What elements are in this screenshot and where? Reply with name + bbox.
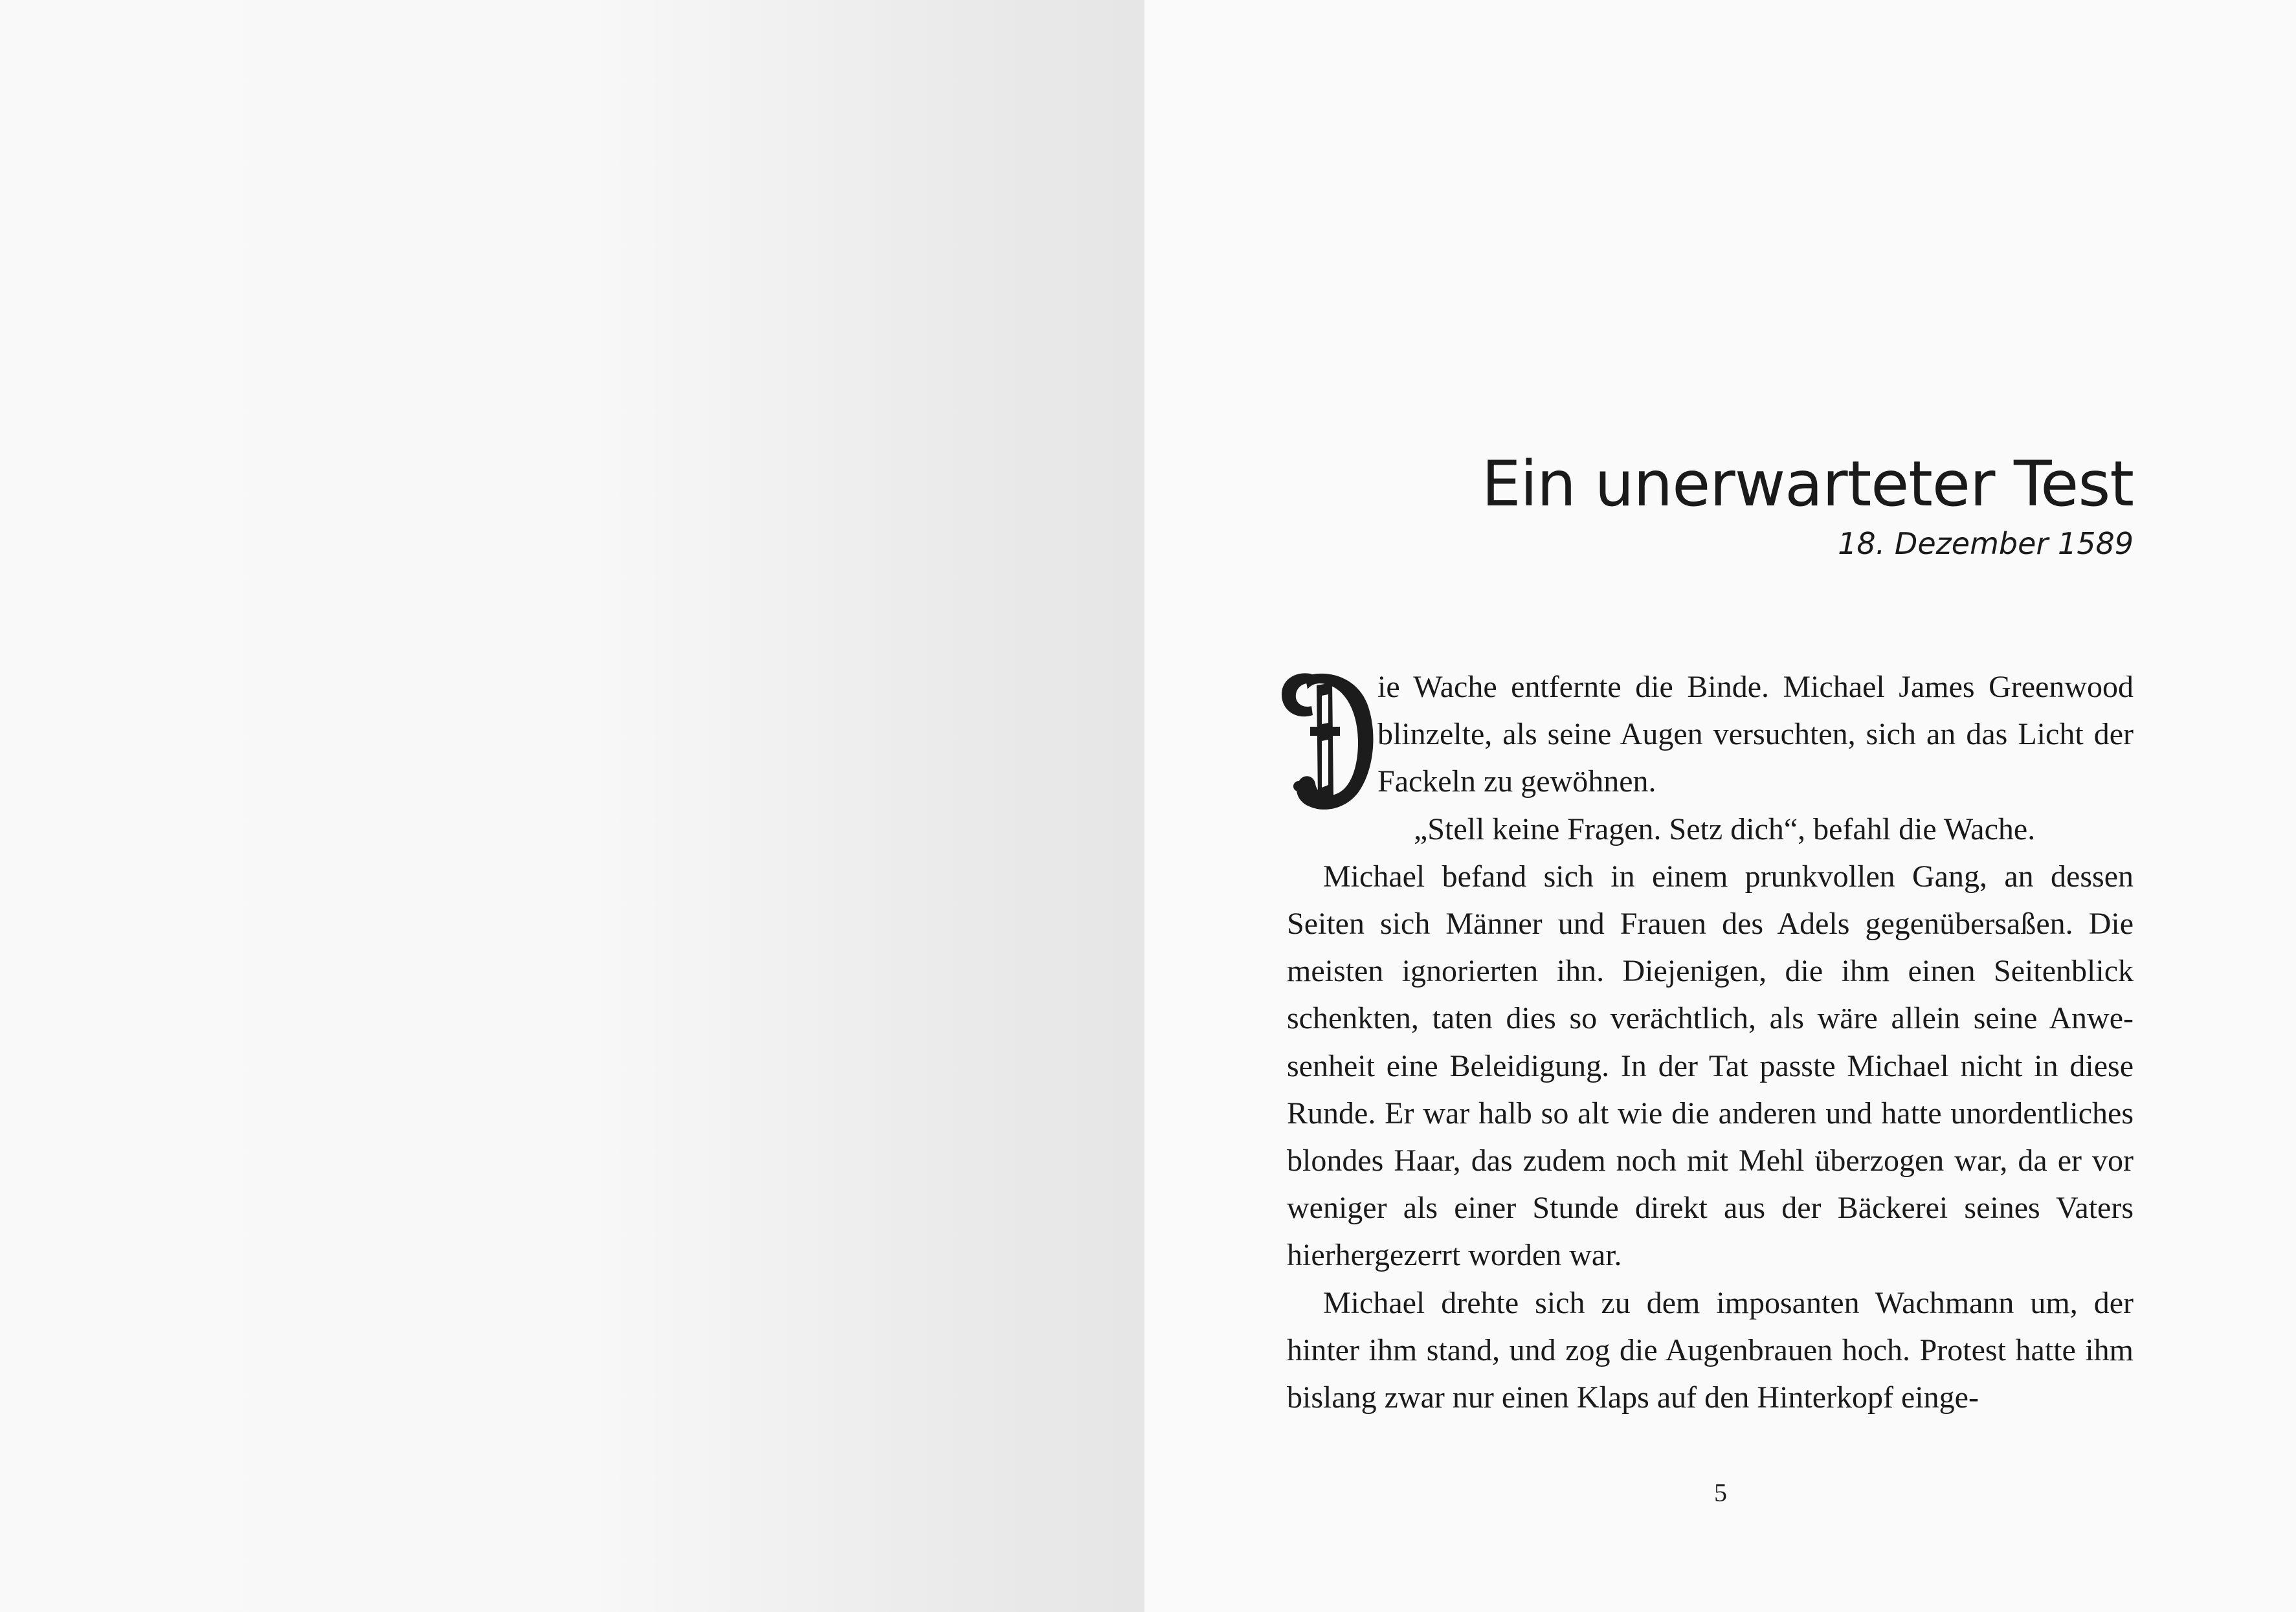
paragraph-2: „Stell keine Fragen. Setz dich“, befahl die Wache.: [1414, 812, 2036, 846]
paragraph-1: ie Wache entfernte die Binde. Michael James Greenwood blinzelte, als seine Augen versuchten, sich an das Licht der Fackeln zu gewöhnen.: [1377, 670, 2134, 799]
right-page: [1144, 0, 2296, 1612]
chapter-title: Ein unerwarteter Test: [1481, 448, 2134, 520]
paragraph-4: Michael drehte sich zu dem imposanten Wachmann um, der hinter ihm stand, und zog die Augenbrauen hoch. Protest hatte ihm bislang zwar nur einen Klaps auf den Hinterkopf einge-: [1287, 1285, 2134, 1415]
left-page-blank: [0, 0, 1144, 1612]
dropcap-letter-d-icon: [1278, 666, 1375, 812]
paragraph-3: Michael befand sich in einem prunkvollen Gang, an dessen Seiten sich Männer und Frauen des Adels gegenübersaßen. Die meisten ignorierten ihn. Diejenigen, die ihm einen Seitenblick schenkten, taten dies so verächtlich, als wäre allein seine Anwesenheit eine Beleidigung. In der Tat passte Michael nicht in diese Runde. Er war halb so alt wie die anderen und hatte unordentliches blondes Haar, das zudem noch mit Mehl überzogen war, da er vor weniger als einer Stunde direkt aus der Bäckerei seines Vaters hierhergezerrt worden war.: [1287, 859, 2134, 1273]
chapter-body: [1287, 663, 2134, 1421]
page-number: 5: [1714, 1478, 1727, 1507]
chapter-date: 18. Dezember 1589: [1838, 526, 2134, 561]
